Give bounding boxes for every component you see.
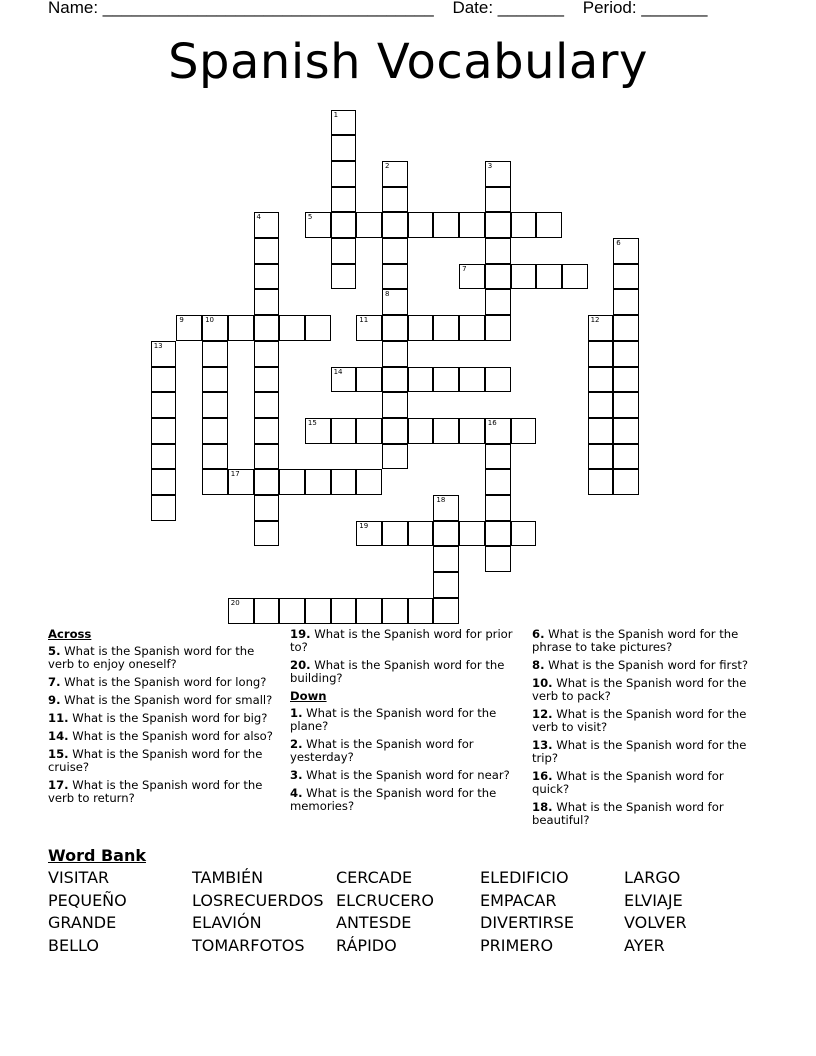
- clue-number: 20: [230, 598, 240, 607]
- crossword-cell[interactable]: [254, 367, 280, 393]
- crossword-cell[interactable]: [228, 598, 254, 624]
- crossword-cell[interactable]: [613, 264, 639, 290]
- clue-number: 15: [307, 418, 317, 427]
- crossword-cell[interactable]: [331, 110, 357, 136]
- crossword-cell[interactable]: [433, 495, 459, 521]
- crossword-cell[interactable]: [536, 264, 562, 290]
- word-bank-item: ELEDIFICIO: [480, 868, 569, 887]
- crossword-cell[interactable]: [279, 469, 305, 495]
- crossword-cell[interactable]: [382, 392, 408, 418]
- clue-text: What is the Spanish word for the verb to pack?: [532, 676, 747, 703]
- clue-number: 7: [462, 264, 467, 273]
- crossword-cell[interactable]: [485, 495, 511, 521]
- word-bank-item: TOMARFOTOS: [192, 935, 305, 955]
- crossword-cell[interactable]: [305, 418, 331, 444]
- clue-number: 8: [385, 290, 390, 299]
- crossword-cell[interactable]: [485, 212, 511, 238]
- crossword-cell[interactable]: [382, 315, 408, 341]
- crossword-cell[interactable]: [151, 418, 177, 444]
- clue-text: What is the Spanish word for the memories?: [290, 786, 497, 813]
- clue-number: 12.: [532, 707, 553, 721]
- crossword-cell[interactable]: [382, 212, 408, 238]
- crossword-cell[interactable]: [382, 289, 408, 315]
- clue-number: 16: [487, 418, 497, 427]
- crossword-cell[interactable]: [382, 367, 408, 393]
- clue-number: 9.: [48, 693, 61, 707]
- crossword-cell[interactable]: [382, 521, 408, 547]
- crossword-cell[interactable]: [382, 598, 408, 624]
- word-bank-item: DIVERTIRSE: [480, 913, 574, 933]
- clue-number: 15.: [48, 747, 69, 761]
- crossword-cell[interactable]: [433, 546, 459, 572]
- clue-text: What is the Spanish word for the verb to return?: [48, 778, 263, 805]
- crossword-cell[interactable]: [511, 264, 537, 290]
- crossword-cell[interactable]: [382, 238, 408, 264]
- clue-number: 11: [359, 316, 369, 325]
- clue-number: 11.: [48, 711, 69, 725]
- crossword-cell[interactable]: [151, 392, 177, 418]
- clue-text: What is the Spanish word for the cruise?: [48, 747, 263, 774]
- crossword-cell[interactable]: [485, 546, 511, 572]
- crossword-cell[interactable]: [613, 367, 639, 393]
- crossword-cell[interactable]: [254, 212, 280, 238]
- clue-number: 19.: [290, 627, 311, 641]
- clue-number: 3.: [290, 768, 303, 782]
- crossword-cell[interactable]: [613, 469, 639, 495]
- crossword-cell[interactable]: [356, 212, 382, 238]
- clue-number: 2.: [290, 737, 303, 751]
- crossword-cell[interactable]: [151, 444, 177, 470]
- word-bank-item: GRANDE: [48, 913, 117, 933]
- crossword-cell[interactable]: [356, 418, 382, 444]
- crossword-cell[interactable]: [588, 469, 614, 495]
- across-heading: Across: [48, 627, 92, 641]
- word-bank-item: LOSRECUERDOS: [192, 890, 324, 910]
- word-bank-item: TAMBIÉN: [192, 868, 264, 887]
- down-clue: [532, 628, 758, 654]
- down-clue: [290, 707, 516, 733]
- crossword-cell[interactable]: [485, 418, 511, 444]
- clue-text: What is the Spanish word for prior to?: [290, 627, 513, 654]
- clue-number: 13.: [532, 738, 553, 752]
- clue-number: 18: [436, 496, 446, 504]
- clue-number: 16.: [532, 769, 553, 783]
- crossword-cell[interactable]: [331, 469, 357, 495]
- date-field[interactable]: Date: _______: [452, 0, 564, 17]
- crossword-cell[interactable]: [254, 341, 280, 367]
- clue-number: 3: [487, 161, 493, 170]
- clue-number: 10: [205, 316, 215, 325]
- word-bank-item: EMPACAR: [480, 890, 557, 910]
- crossword-cell[interactable]: [331, 238, 357, 264]
- crossword-cell[interactable]: [305, 315, 331, 341]
- across-clue: [48, 645, 274, 671]
- crossword-cell[interactable]: [254, 238, 280, 264]
- crossword-cell[interactable]: [331, 418, 357, 444]
- crossword-cell[interactable]: [485, 367, 511, 393]
- word-bank-item: ELAVIÓN: [192, 913, 262, 933]
- crossword-cell[interactable]: [433, 212, 459, 238]
- clue-number: 14: [333, 367, 343, 376]
- crossword-cell[interactable]: [433, 315, 459, 341]
- crossword-cell[interactable]: [408, 212, 434, 238]
- clue-text: What is the Spanish word for big?: [68, 711, 268, 725]
- clue-number: 1.: [290, 706, 303, 720]
- clue-text: What is the Spanish word for the building?: [290, 658, 505, 685]
- across-clue: [48, 694, 274, 707]
- word-bank-item: RÁPIDO: [336, 935, 397, 955]
- crossword-cell[interactable]: [613, 238, 639, 264]
- crossword-cell[interactable]: [305, 469, 331, 495]
- crossword-cell[interactable]: [202, 315, 228, 341]
- crossword-cell[interactable]: [331, 212, 357, 238]
- crossword-cell[interactable]: [485, 469, 511, 495]
- crossword-cell[interactable]: [459, 315, 485, 341]
- crossword-cell[interactable]: [408, 598, 434, 624]
- clue-number: 9: [179, 316, 184, 325]
- across-clue: [290, 659, 516, 685]
- clue-number: 18.: [532, 800, 553, 814]
- word-bank-item: VOLVER: [624, 913, 687, 933]
- crossword-cell[interactable]: [202, 367, 228, 393]
- page-title: Spanish Vocabulary: [168, 34, 648, 90]
- period-field[interactable]: Period: _______: [582, 0, 708, 17]
- crossword-cell[interactable]: [151, 469, 177, 495]
- crossword-cell[interactable]: [254, 521, 280, 547]
- word-bank-item: VISITAR: [48, 868, 110, 887]
- word-bank-item: AYER: [624, 935, 665, 955]
- crossword-cell[interactable]: [433, 521, 459, 547]
- clues-column-2: [290, 628, 516, 818]
- across-clue: [48, 712, 274, 725]
- down-clue: [532, 770, 758, 796]
- crossword-cell[interactable]: [433, 598, 459, 624]
- clue-text: What is the Spanish word for also?: [68, 729, 273, 743]
- crossword-cell[interactable]: [485, 161, 511, 187]
- clue-number: 4.: [290, 786, 303, 800]
- crossword-cell[interactable]: [254, 264, 280, 290]
- crossword-cell[interactable]: [588, 444, 614, 470]
- name-field[interactable]: Name: ___________________________________: [48, 0, 434, 17]
- clue-text: What is the Spanish word for long?: [60, 675, 267, 689]
- crossword-cell[interactable]: [382, 418, 408, 444]
- crossword-cell[interactable]: [408, 367, 434, 393]
- crossword-cell[interactable]: [382, 264, 408, 290]
- down-heading: Down: [290, 689, 327, 703]
- down-clue: [532, 801, 758, 827]
- crossword-cell[interactable]: [254, 495, 280, 521]
- crossword-cell[interactable]: [459, 367, 485, 393]
- crossword-cell[interactable]: [356, 367, 382, 393]
- across-clue: [290, 628, 516, 654]
- word-bank-item: ELVIAJE: [624, 890, 683, 910]
- clue-text: What is the Spanish word for quick?: [532, 769, 724, 796]
- crossword-cell[interactable]: [485, 444, 511, 470]
- crossword-cell[interactable]: [305, 598, 331, 624]
- clue-text: What is the Spanish word for beautiful?: [532, 800, 724, 827]
- clue-number: 6: [616, 239, 621, 247]
- crossword-cell[interactable]: [151, 367, 177, 393]
- clue-number: 2: [385, 161, 390, 170]
- crossword-cell[interactable]: [228, 469, 254, 495]
- clue-text: What is the Spanish word for the plane?: [290, 706, 497, 733]
- crossword-cell[interactable]: [356, 469, 382, 495]
- clue-number: 5.: [48, 644, 61, 658]
- clue-number: 10.: [532, 676, 553, 690]
- clue-number: 20.: [290, 658, 311, 672]
- crossword-cell[interactable]: [588, 315, 614, 341]
- crossword-cell[interactable]: [588, 418, 614, 444]
- clue-text: What is the Spanish word for first?: [544, 658, 749, 672]
- crossword-cell[interactable]: [613, 392, 639, 418]
- word-bank-title: Word Bank: [48, 846, 147, 865]
- crossword-cell[interactable]: [254, 392, 280, 418]
- crossword-cell[interactable]: [202, 392, 228, 418]
- crossword-cell[interactable]: [511, 212, 537, 238]
- crossword-cell[interactable]: [485, 521, 511, 547]
- crossword-cell[interactable]: [331, 367, 357, 393]
- clues-across-column-1: [48, 628, 274, 810]
- clue-number: 6.: [532, 627, 545, 641]
- crossword-cell[interactable]: [254, 418, 280, 444]
- word-bank-item: BELLO: [48, 935, 99, 955]
- crossword-cell[interactable]: [433, 418, 459, 444]
- word-bank-item: ANTESDE: [336, 913, 412, 933]
- crossword-cell[interactable]: [254, 289, 280, 315]
- crossword-cell[interactable]: [408, 521, 434, 547]
- clue-number: 12: [590, 316, 600, 325]
- crossword-cell[interactable]: [356, 521, 382, 547]
- crossword-cell[interactable]: [588, 392, 614, 418]
- crossword-cell[interactable]: [331, 598, 357, 624]
- crossword-cell[interactable]: [382, 187, 408, 213]
- crossword-cell[interactable]: [202, 418, 228, 444]
- crossword-cell[interactable]: [485, 315, 511, 341]
- crossword-cell[interactable]: [485, 289, 511, 315]
- crossword-cell[interactable]: [331, 161, 357, 187]
- crossword-cell[interactable]: [459, 418, 485, 444]
- crossword-cell[interactable]: [254, 315, 280, 341]
- crossword-cell[interactable]: [613, 341, 639, 367]
- crossword-cell[interactable]: [202, 341, 228, 367]
- clue-text: What is the Spanish word for the trip?: [532, 738, 747, 765]
- across-clue: [48, 676, 274, 689]
- clue-text: What is the Spanish word for the phrase to take pictures?: [532, 627, 739, 654]
- clue-text: What is the Spanish word for small?: [60, 693, 273, 707]
- crossword-cell[interactable]: [511, 521, 537, 547]
- clue-number: 19: [359, 521, 369, 530]
- clue-text: What is the Spanish word for the verb to enjoy oneself?: [48, 644, 255, 671]
- crossword-cell[interactable]: [613, 444, 639, 470]
- crossword-cell[interactable]: [331, 187, 357, 213]
- crossword-cell[interactable]: [356, 315, 382, 341]
- across-clue: [48, 779, 274, 805]
- crossword-cell[interactable]: [279, 598, 305, 624]
- crossword-cell[interactable]: [459, 212, 485, 238]
- crossword-cell[interactable]: [485, 238, 511, 264]
- crossword-cell[interactable]: [305, 212, 331, 238]
- clue-number: 14.: [48, 729, 69, 743]
- clue-text: What is the Spanish word for the verb to visit?: [532, 707, 747, 734]
- word-bank-item: ELCRUCERO: [336, 890, 435, 910]
- crossword-cell[interactable]: [485, 187, 511, 213]
- crossword-cell[interactable]: [254, 444, 280, 470]
- clue-text: What is the Spanish word for yesterday?: [290, 737, 474, 764]
- crossword-cell[interactable]: [613, 289, 639, 315]
- crossword-cell[interactable]: [562, 264, 588, 290]
- crossword-cell[interactable]: [331, 264, 357, 290]
- crossword-cell[interactable]: [151, 495, 177, 521]
- crossword-cell[interactable]: [588, 341, 614, 367]
- crossword-cell[interactable]: [151, 341, 177, 367]
- word-bank: [48, 868, 768, 958]
- word-bank-item: PRIMERO: [480, 935, 554, 955]
- crossword-cell[interactable]: [228, 315, 254, 341]
- across-clue: [48, 730, 274, 743]
- clue-text: What is the Spanish word for near?: [302, 768, 510, 782]
- clue-number: 7.: [48, 675, 61, 689]
- crossword-cell[interactable]: [485, 264, 511, 290]
- clues-column-3: [532, 628, 758, 832]
- crossword-cell[interactable]: [433, 572, 459, 598]
- word-bank-item: CERCADE: [336, 868, 413, 887]
- word-bank-item: PEQUEÑO: [48, 890, 127, 910]
- crossword-cell[interactable]: [176, 315, 202, 341]
- across-clue: [48, 748, 274, 774]
- down-clue: [290, 769, 516, 782]
- crossword-cell[interactable]: [613, 315, 639, 341]
- crossword-cell[interactable]: [588, 367, 614, 393]
- crossword-cell[interactable]: [433, 367, 459, 393]
- down-clue: [290, 738, 516, 764]
- clue-number: 17: [230, 470, 240, 479]
- down-clue: [290, 787, 516, 813]
- crossword-cell[interactable]: [382, 444, 408, 470]
- down-clue: [532, 708, 758, 734]
- crossword-cell[interactable]: [202, 444, 228, 470]
- student-info-header: [48, 0, 788, 18]
- crossword-cell[interactable]: [382, 161, 408, 187]
- crossword-cell[interactable]: [279, 315, 305, 341]
- down-clue: [532, 659, 758, 672]
- crossword-cell[interactable]: [331, 135, 357, 161]
- clue-number: 4: [256, 213, 261, 222]
- crossword-cell[interactable]: [382, 341, 408, 367]
- crossword-cell[interactable]: [202, 469, 228, 495]
- word-bank-item: LARGO: [624, 868, 681, 887]
- clue-number: 1: [333, 110, 339, 119]
- clue-number: 8.: [532, 658, 545, 672]
- crossword-cell[interactable]: [459, 264, 485, 290]
- crossword-cell[interactable]: [459, 521, 485, 547]
- crossword-cell[interactable]: [254, 598, 280, 624]
- down-clue: [532, 677, 758, 703]
- crossword-cell[interactable]: [408, 418, 434, 444]
- crossword-cell[interactable]: [511, 418, 537, 444]
- clue-number: 17.: [48, 778, 69, 792]
- crossword-cell[interactable]: [356, 598, 382, 624]
- crossword-cell[interactable]: [536, 212, 562, 238]
- crossword-cell[interactable]: [254, 469, 280, 495]
- crossword-cell[interactable]: [408, 315, 434, 341]
- clue-number: 5: [307, 213, 313, 222]
- crossword-cell[interactable]: [613, 418, 639, 444]
- clue-number: 13: [153, 341, 163, 350]
- down-clue: [532, 739, 758, 765]
